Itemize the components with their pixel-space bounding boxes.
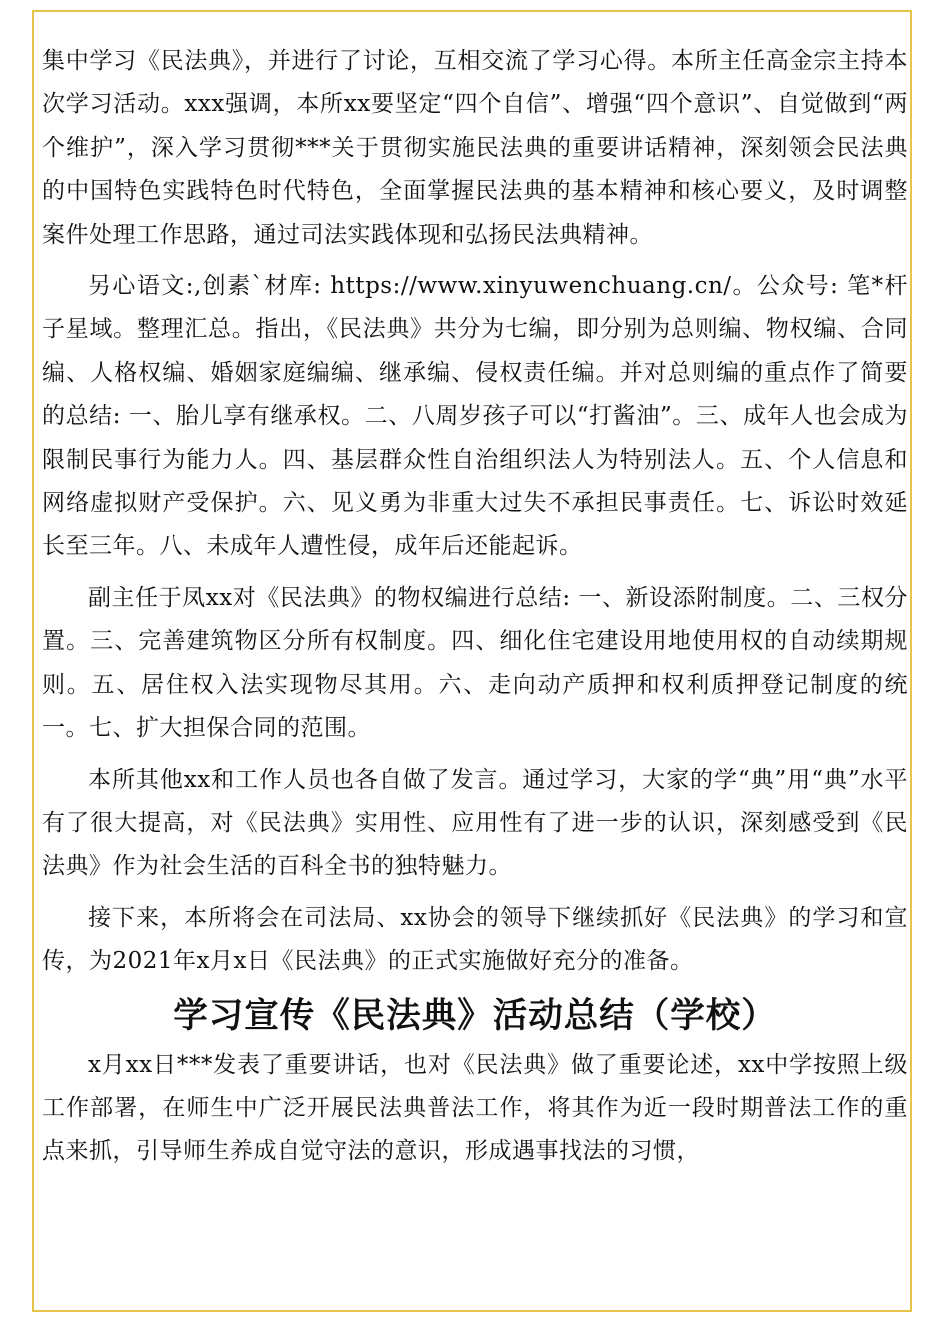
paragraph-6: x月xx日***发表了重要讲话，也对《民法典》做了重要论述，xx中学按照上级工作部署，在师生中广泛开展民法典普法工作，将其作为近一段时期普法工作的重点来抓，引导师生养成自觉守法的意识，形成遇事找法的习惯， xyxy=(42,1051,908,1165)
section-heading: 学习宣传《民法典》活动总结（学校） xyxy=(173,995,777,1036)
paragraph-3: 副主任于凤xx对《民法典》的物权编进行总结: 一、新设添附制度。二、三权分置。三、完善建筑物区分所有权制度。四、细化住宅建设用地使用权的自动续期规则。五、居住权入法实现物尽其用。六、走向动产质押和权利质押登记制度的统一。七、扩大担保合同的范围。 xyxy=(42,584,908,742)
paragraph-1: 集中学习《民法典》，并进行了讨论，互相交流了学习心得。本所主任高金宗主持本次学习活动。xxx强调，本所xx要坚定“四个自信”、增强“四个意识”、自觉做到“两个维护”，深入学习贯彻***关于贯彻实施民法典的重要讲话精神，深刻领会民法典的中国特色实践特色时代特色，全面掌握民法典的基本精神和核心要义，及时调整案件处理工作思路，通过司法实践体现和弘扬民法典精神。 xyxy=(42,48,908,248)
document-body xyxy=(42,40,908,1182)
paragraph-4: 本所其他xx和工作人员也各自做了发言。通过学习，大家的学“典”用“典”水平有了很大提高，对《民法典》实用性、应用性有了进一步的认识，深刻感受到《民法典》作为社会生活的百科全书的独特魅力。 xyxy=(42,766,908,880)
paragraph-5: 接下来，本所将会在司法局、xx协会的领导下继续抓好《民法典》的学习和宣传，为2021年x月x日《民法典》的正式实施做好充分的准备。 xyxy=(42,904,908,975)
paragraph-2: 另心语文:,创素`材库: https://www.xinyuwenchuang.cn/。公众号: 笔*杆子星域。整理汇总。指出，《民法典》共分为七编，即分别为总则编、物权编、合同编、人格权编、婚姻家庭编编、继承编、侵权责任编。并对总则编的重点作了简要的总结: 一、胎儿享有继承权。二、八周岁孩子可以“打酱油”。三、成年人也会成为限制民事行为能力人。四、基层群众性自治组织法人为特别法人。五、个人信息和网络虚拟财产受保护。六、见义勇为非重大过失不承担民事责任。七、诉讼时效延长至三年。八、未成年人遭性侵，成年后还能起诉。 xyxy=(42,273,908,560)
